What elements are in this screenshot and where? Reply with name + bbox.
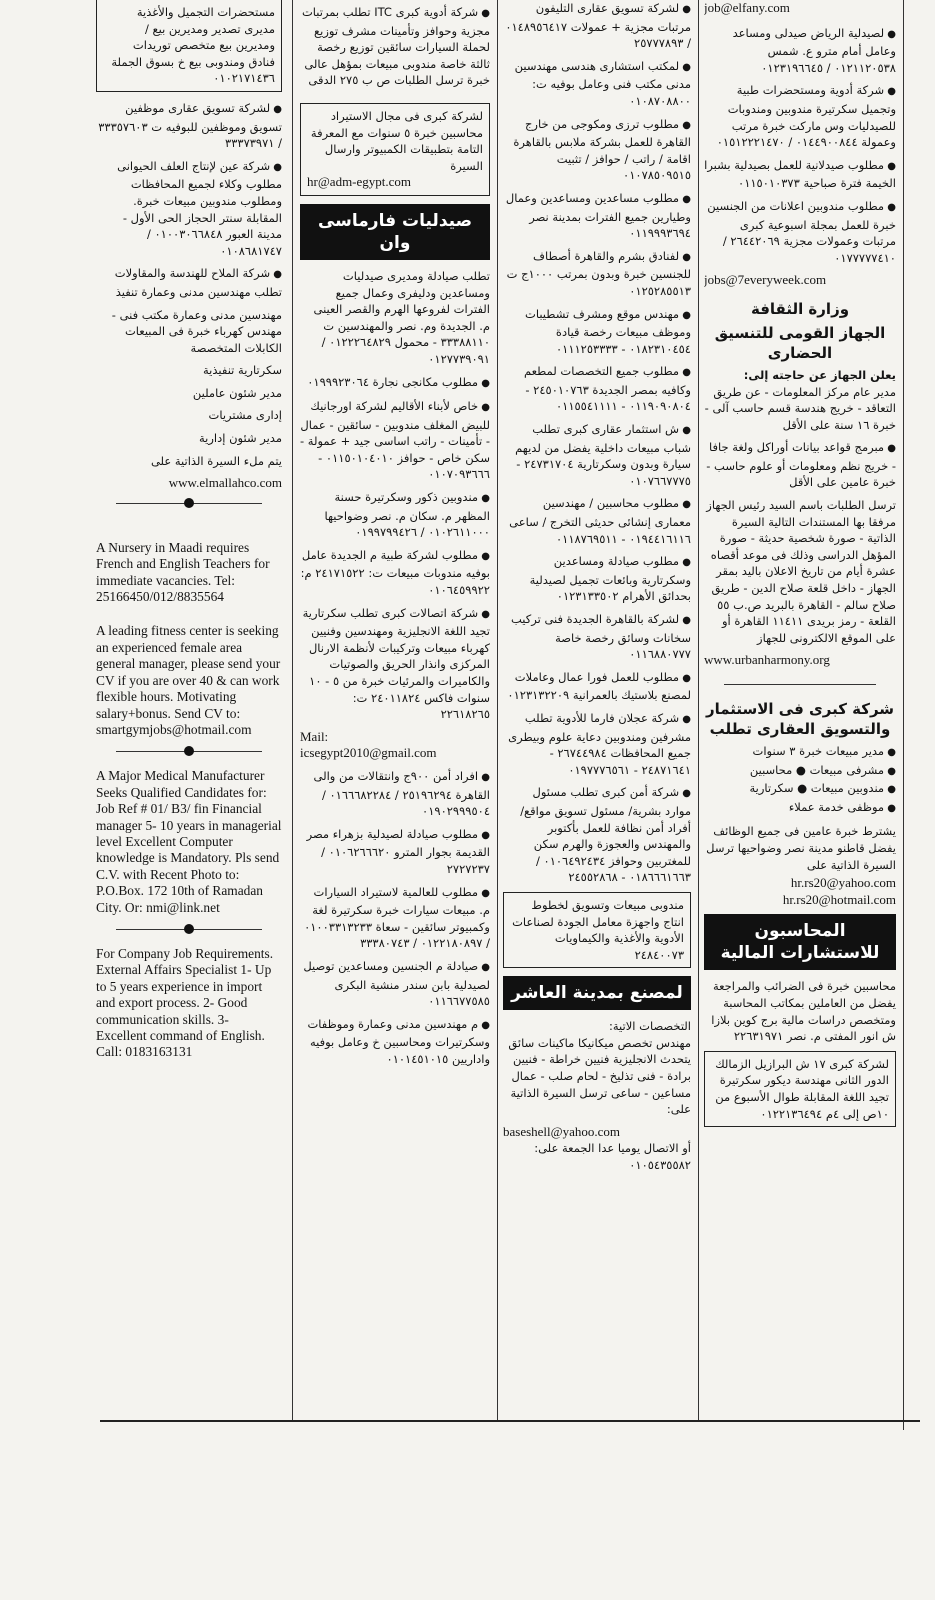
ad-box-import-accountants [300, 103, 490, 196]
company-item: ● مدير مبيعات خبرة ٣ سنوات [704, 743, 896, 762]
ad-restaurant: ● مطلوب جميع التخصصات لمطعم وكافيه بمصر الجديدة ٢٤٥٠١٠٧٦٣ - ٠١١٩٠٩٠٨٠٤ - ٠١١٥٥٤١١١١ [503, 363, 691, 415]
ad-security-guards: ● افراد أمن ٩٠٠ج وانتقالات من والى القاهرة ٢٥١٩٦٢٩٤ / ٠١٦٦٦٨٢٢٨٤ / ٠١٩٠٢٩٩٩٥٠٤ [300, 768, 490, 820]
adm-email[interactable]: hr@adm-egypt.com [307, 174, 412, 190]
ad-line: مهندسين مدنى وعمارة مكتب فنى - مهندس كهرباء خبرة فى المبيعات الكابلات المتخصصة [111, 307, 282, 355]
company-title: شركة كبرى فى الاستثمار والتسويق العقارى تطلب [705, 700, 895, 738]
column-4 [704, 0, 896, 1418]
elfany-email[interactable]: job@elfany.com [704, 0, 790, 15]
ad-hotels: ● لفنادق بشرم والقاهرة أصطاف للجنسين خبرة وبدون بمرتب ١٠٠٠ج ت ٠١٢٥٢٨٥٥١٣ [503, 248, 691, 300]
separator [116, 744, 262, 758]
ad-medical-manufacturer: A Major Medical Manufacturer Seeks Qualified Candidates for: Job Ref # 01/ B3/ fin Financial manager 5- 10 years in managerial level Excellent Computer knowledge is Mandatory. Pls send C.V. with Recent Photo to: P.O.Box. 172 10th of Ramadan City. Or: nmi@link.net [96, 768, 282, 915]
ad-text: لشركة كبرى فى مجال الاستيراد محاسبين خبرة ٥ سنوات مع المعرفة التامة بتطبيقات الكمبيوتر وارسال السيرة [310, 108, 483, 173]
mail-label: Mail: [300, 728, 329, 744]
company-item: ● مندوبين مبيعات ● سكرتارية [704, 780, 896, 799]
urbanharmony-url[interactable]: www.urbanharmony.org [704, 652, 830, 668]
ad-line: يتم ملء السيرة الذاتية على [150, 453, 282, 468]
ad-pharmacy-one: تطلب صيادلة ومديرى صيدليات ومساعدين ودليفرى وعمال جميع الفترات لفروعها الهرم والقصر العينى م. الجديدة وم. نصر والمهندسين ت ٣٣٣٨٨١١٠ - محمول ٠١٢٢٢٦٤٨٢٩ / ٠١٢٧٧٣٩٠٩١ [313, 268, 490, 366]
ad-animal-feed: ● شركة عين لإنتاج العلف الحيوانى مطلوب وكلاء لجميع المحافظات ومطلوب مندوبين مبيعات خبرة. المقابلة سنتر الحجاز الحى الأول - مدينة العبور ٠١٠٠٣٠٦٦٨٤٨ / ٠١٠٨٦٨١٧٤٧ [96, 158, 282, 260]
ad-assistants-nasr: ● مطلوب مساعدين ومساعدين وعمال وطيارين جميع الفترات بمدينة نصر ٠١١٩٩٩٣٦٩٤ [503, 190, 691, 242]
ad-pharmacists-ahram: ● مطلوب صيادلة ومساعدين وسكرتارية وبائعات تجميل لصيدلية بحدائق الأهرام ٠١٢٣١٣٣٥٠٢ [503, 553, 691, 605]
ad-real-estate-marketing: ● لشركة تسويق عقارى التليفون مرتبات مجزية + عمولات ٠١٤٨٩٥٦٤١٧ / ٢٥٧٧٧٨٩٣ [503, 0, 691, 52]
ad-heater-technician: ● لشركة بالقاهرة الجديدة فنى تركيب سخانات وسائق رخصة خاصة ٠١١٦٨٨٠٧٧٧ [503, 611, 691, 663]
7everyweek-email[interactable]: jobs@7everyweek.com [704, 272, 827, 288]
separator [116, 496, 262, 510]
ad-pharma-cosmetics: ● شركة أدوية ومستحضرات طبية وتجميل سكرتيرة مندوبين ومندوبات للصيدليات وس ماركت خبرة مرتب وعمولة ٠١٤٤٩٠٠٨٤٤ / ٠١٥١٢٢٢١٤٧٠ [704, 82, 896, 150]
rs20-yahoo-email[interactable]: hr.rs20@yahoo.com [790, 875, 896, 891]
banner-intro: التخصصات الاتية: [609, 1019, 691, 1034]
ad-pharmacists-zahraa: ● مطلوب صيادلة لصيدلية بزهراء مصر القديمة بجوار المترو ٠١٠٦٢٦٦٦٢٠ / ٢٧٢٧٢٣٧ [300, 826, 490, 878]
ad-medical-company: ● مطلوب لشركة طبية م الجديدة عامل بوفيه مندوبات مبيعات ت: ٢٤١٧١٥٢٢ م: ٠١٠٦٤٥٩٩٢٢ [300, 547, 490, 599]
page-edge-line [903, 0, 904, 1430]
ad-site-engineer: ● مهندس موقع ومشرف تشطيبات وموظف مبيعات رخصة قيادة ٠١٨٢٣١٠٤٥٤ - ٠١١١٢٥٣٣٣٣ [503, 306, 691, 358]
ministry-title: وزارة الثقافة [750, 299, 850, 318]
elmallah-url[interactable]: www.elmallahco.com [168, 475, 282, 491]
column-2 [300, 0, 490, 1418]
column-divider [292, 0, 293, 1420]
ics-email[interactable]: icsegypt2010@gmail.com [300, 745, 437, 761]
accountants-consulting-banner: المحاسبون للاستشارات المالية [704, 914, 896, 970]
ad-riyadh-pharmacy: ● لصيدلية الرياض صيدلى ومساعد وعامل أمام مترو ع. شمس ٠١٢١١٢٠٥٣٨ / ٠١٢٣١٩٦٦٤٥ [704, 25, 896, 77]
ad-contact: أو الاتصال يوميا عدا الجمعة على: ٠١٠٥٤٣٥٥٨٢ [534, 1141, 691, 1173]
column-divider [698, 0, 699, 1420]
page-bottom-rule [100, 1420, 920, 1422]
ad-line: مدير شئون إدارية [199, 431, 282, 446]
tenth-city-factory-banner: لمصنع بمدينة العاشر [503, 976, 691, 1010]
ad-carpentry-mechanic: ● مطلوب مكانجى نجارة ٠١٩٩٩٢٣٠٦٤ [300, 374, 490, 393]
ad-line: سكرتارية تنفيذية [203, 363, 282, 378]
ad-real-estate: ● لشركة تسويق عقارى موظفين تسويق وموظفين للبوفيه ت ٣٣٣٥٧٦٠٣ / ٣٣٣٧٣٩٧١ [96, 100, 282, 152]
ad-civil-engineers: ● م مهندسين مدنى وعمارة وموظفات وسكرتيرات ومحاسبين خ وعامل بوفيه واداريين ٠١٠١٤٥١٠١٥ [300, 1016, 490, 1068]
ad-external-affairs: For Company Job Requirements. External Affairs Specialist 1- Up to 5 years experience in import and export process. 2- Good communication skills. 3- Excellent command of English. Call: 0183163131 [96, 945, 274, 1060]
ad-car-import: ● مطلوب للعالمية لاستيراد السيارات م. مبيعات سيارات خبرة سكرتيرة لغة وكمبيوتر سائقين - سعاة ٠١٠٠٣٣١٣٢٣٣ / ٠١٢٢١٨٠٨٩٧ / ٣٣٣٨٠٧٤٣ [300, 884, 490, 952]
ad-text: لشركة كبرى ١٧ ش البرازيل الزمالك الدور الثانى مهندسة ديكور سكرتيرة تجيد اللغة المقابلة طوال الأسبوع من ١٠ص إلى ٤م ٠١٢٢١٣٦٤٩٤ [715, 1056, 889, 1121]
company-item: ● مشرفى مبيعات ● محاسبين [704, 762, 896, 781]
ad-mallah-engineering: ● شركة الملاح للهندسة والمقاولات تطلب مهندسين مدنى وعمارة تنفيذ [96, 265, 282, 300]
ministry-instructions: ترسل الطلبات باسم السيد رئيس الجهاز مرفقا بها المستندات التالية السيرة الذاتية - صورة شخصية حديثة - صورة المؤهل الدراسى وذلك فى موعد أقصاه عشرة أيام من تاريخ الاعلان باليد بمقر الجهاز - داخل قلعة صلاح الدين - طريق صلاح سالم - القاهرة بالبريد ص.ب ٥٥ القلعة - رمز بريدى ١١٤١١ القاهرة أو على الموقع الالكترونى للجهاز [706, 498, 896, 645]
ad-text: مستحضرات التجميل والأغذية مديرى تصدير ومديرين بيع / ومديرين بيع متخصص توريدات فنادق ومندوبى بيع خ بسوق الجملة ٠١٠٢١٧١٤٣٦ [111, 5, 275, 86]
ad-male-reps: ● مندوبين ذكور وسكرتيرة حسنة المظهر م. سكان م. نصر وضواحيها ٠١٠٢٦١١٠٠٠ / ٠١٩٩٧٩٩٤٢٦ [300, 489, 490, 541]
ad-text: مندوبى مبيعات وتسويق لخطوط انتاج واجهزة معامل الجودة لصناعات الأدوية والأغذية والكيماويات ٢٤٨٤٠٠٧٣ [512, 897, 684, 962]
ministry-intro: يعلن الجهاز عن حاجته إلى: [743, 367, 896, 382]
ad-pharmacy-delivery: ● صيادلة م الجنسين ومساعدين توصيل لصيدلية بابن سندر منشية البكرى ٠١١٦٦٧٧٥٨٥ [300, 958, 490, 1010]
ad-accountants-consulting: محاسبين خبرة فى الضرائب والمراجعة يفضل من العاملين بمكاتب المحاسبة ومتخصص دراسات مالية برج كوين بلازا ش انور المفتى م. نصر ٢٢٦٣١٩٧١ [711, 979, 896, 1044]
separator [724, 677, 876, 691]
rs20-hotmail-email[interactable]: hr.rs20@hotmail.com [782, 891, 896, 907]
ad-accountants: ● مطلوب محاسبين / مهندسين معمارى إنشائى حديثى التخرج / ساعى ٠١٩٤٤١٦١١٦ - ٠١١٨٧٦٩٥١١ [503, 495, 691, 547]
column-3 [503, 0, 691, 1418]
ad-organic-eggs: ● خاص لأبناء الأقاليم لشركة اورجانيك للبيض المغلف مندوبين - سائقين - عمال - تأمينات - راتب اساسى جيد + عمولة - سكن خاص - حوافز ٠١١٥٠١٠٤٠١٠ - ٠١٠٧٠٩٣٦٦٦ [300, 398, 490, 483]
ministry-subtitle: الجهاز القومى للتنسيق الحضارى [714, 323, 886, 362]
ad-nursery: A Nursery in Maadi requires French and English Teachers for immediate vacancies. Tel: 25166450/012/8835564 [96, 539, 270, 605]
ad-telecom: ● شركة اتصالات كبرى تطلب سكرتارية تجيد اللغة الانجليزية ومهندسين وفنيين كهرباء مبيعات وتركيبات لأنظمة الارنال المركزى وانذار الحريق والصوتيات والكاميرات والمرئيات خبرة من ٥ - ١٠ سنوات فاكس ٢٤٠١١٨٢٤ ت: ٢٢٦١٨٢٦٥ [300, 605, 490, 723]
ad-plastic-factory: ● مطلوب للعمل فورا عمال وعاملات لمصنع بلاستيك بالعمرانية ٠١٢٣١٣٢٢٠٩ [503, 669, 691, 704]
ad-line: إدارى مشتريات [208, 408, 282, 423]
pharmacy-one-banner: صيدليات فارماسى وان [300, 204, 490, 260]
ad-engineering-office: ● لمكتب استشارى هندسى مهندسين مدنى مكتب فنى وعامل بوفيه ت: ٠١٠٨٧٠٨٨٠٠ [503, 58, 691, 110]
company-requirements: يشترط خبرة عامين فى جميع الوظائف يفضل قاطنو مدينة نصر وضواحيها ترسل السيرة الذاتية على [706, 824, 896, 872]
ad-fitness: A leading fitness center is seeking an experienced female area general manager, please send your CV if you are over 40 & can work flexible hours. Motivating salary+bonus. Send CV to: smartgymjobs@hotmail.com [96, 623, 281, 737]
column-1 [96, 0, 282, 1418]
ad-itc-pharma: ● شركة أدوية كبرى ITC تطلب بمرتبات مجزية وحوافز وتأمينات مشرف توزيع لحملة السيارات سائقين توزيع رخصة ثالثة خاصة مندوبى مبيعات بمؤهل عالى خبرة ترسل الطلبات ص ب ٢٧٥ الدقى [300, 4, 490, 89]
ad-aglan-pharma: ● شركة عجلان فارما للأدوية تطلب مشرفين ومندوبين دعاية علوم وبيطرى جميع المحافظات ٢٦٧٤٤٩٨٤ - ٢٤٨٧١٦٤١ - ٠١٩٧٧٧٦٥٦١ [503, 710, 691, 778]
ad-box-zamalek [704, 1051, 896, 1127]
ad-box-sales-lab [503, 892, 691, 968]
ministry-item: مدير عام مركز المعلومات - عن طريق التعاقد - خريج هندسة قسم حاسب آلى - خبرة ١٦ سنة على الأقل [704, 384, 896, 432]
ad-magazine: ● مطلوب مندوبين اعلانات من الجنسين خبرة للعمل بمجلة اسبوعية كبرى مرتبات وعمولات مجزية ٢٦٤٤٢٠٦٩ / ٠١٧٧٧٧٧٤١٠ [704, 198, 896, 266]
company-item: ● موظفى خدمة عملاء [704, 799, 896, 818]
ad-security-company: ● شركة أمن كبرى تطلب مسئول موارد بشرية/ مسئول تسويق مواقع/ أفراد أمن نظافة للعمل بأكتوبر والمهندس والعجوزة والهرم سكن للمغتربين وحوافز ٠١٠٦٤٩٢٤٣٤ / ٠١٨٦٦٦١٦٦٣ - ٢٤٥٥٢٨٦٨ [503, 784, 691, 886]
separator [116, 922, 262, 936]
ad-line: مدير شئون عاملين [192, 385, 282, 400]
ad-investment: ● ش استثمار عقارى كبرى تطلب شباب مبيعات داخلية يفضل من لديهم سيارة وبدون وسكرتارية ٢٤٧٣١٧٠٤ - ٠١٠٧٦٦٧٧٧٥ [503, 421, 691, 489]
ad-shubra-pharmacy: ● مطلوب صيدلانية للعمل بصيدلية بشبرا الخيمة فترة صباحية ٠١١٥٠١٠٣٧٣ [704, 157, 896, 192]
ad-tailor: ● مطلوب ترزى ومكوجى من خارج القاهرة للعمل بشركة ملابس بالقاهرة اقامة / راتب / حوافز / تثبيت ٠١٠٧٨٥٠٩٥١٥ [503, 116, 691, 184]
ad-factory: مهندس تخصص ميكانيكا ماكينات سائق يتحدث الانجليزية فنيين خراطة - فنيين برادة - فنى تذليخ - لحام صلب - عمال مساعين - ساعى ترسل السيرة الذاتية على: [508, 1035, 691, 1117]
ministry-item: ● مبرمج قواعد بيانات أوراكل ولغة جافا - خريج نظم ومعلومات أو علوم حاسب - خبرة عامين على الأقل [704, 439, 896, 491]
ad-box-cosmetics [96, 0, 282, 92]
baseshell-email[interactable]: baseshell@yahoo.com [503, 1123, 621, 1139]
column-divider [497, 0, 498, 1420]
